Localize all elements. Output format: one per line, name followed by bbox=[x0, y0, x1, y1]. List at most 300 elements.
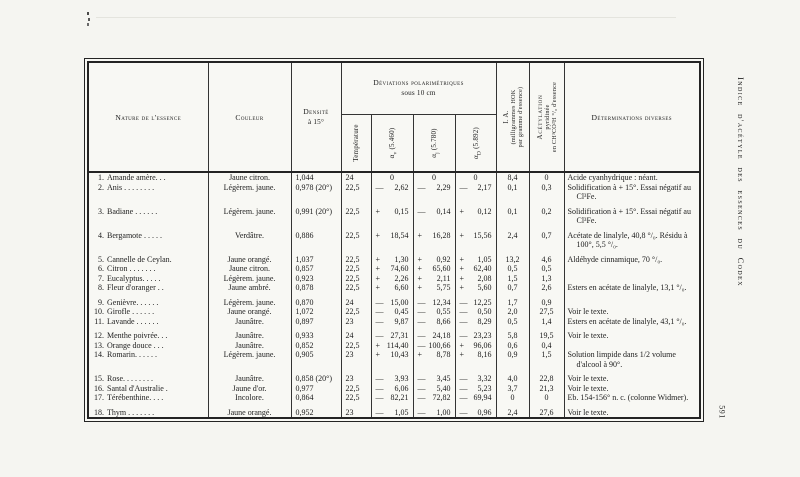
color-value: Jaunâtre. bbox=[208, 326, 291, 341]
sign: + bbox=[459, 273, 465, 283]
alpha-d-value bbox=[455, 384, 496, 394]
alpha-d-value bbox=[455, 350, 496, 369]
row-number: 12. bbox=[94, 331, 104, 340]
row-number: 5. bbox=[98, 254, 104, 264]
essence-label: Térébenthine. . . . bbox=[107, 393, 164, 402]
essence-label: Bergamote . . . . . bbox=[107, 230, 162, 240]
sign: — bbox=[375, 331, 384, 340]
alpha-j-value bbox=[413, 183, 455, 202]
alpha-d-value bbox=[455, 283, 496, 293]
alpha-subscript: D bbox=[475, 150, 482, 155]
table-row bbox=[88, 226, 700, 250]
alpha-v-value bbox=[371, 307, 413, 317]
rotation-value: 18,54 bbox=[390, 230, 409, 240]
rotation-value: 6,06 bbox=[394, 383, 409, 393]
sign: — bbox=[375, 297, 384, 307]
essence-name bbox=[88, 274, 208, 284]
sign: + bbox=[375, 273, 381, 283]
col-header-acetylation-rotated bbox=[536, 64, 558, 170]
sign: + bbox=[375, 206, 381, 216]
sign: — bbox=[417, 316, 426, 326]
col-header-determinations-label: Déterminations diverses bbox=[591, 112, 672, 122]
sign: + bbox=[417, 273, 423, 283]
essence-name bbox=[88, 326, 208, 341]
table-row bbox=[88, 250, 700, 265]
determination-text: Solidification à + 15°. Essai négatif au Cl³Fe. bbox=[567, 182, 691, 201]
acetylation-value: 27,5 bbox=[529, 307, 564, 317]
essence-label: Eucalyptus. . . . . bbox=[107, 273, 161, 283]
sign: — bbox=[375, 316, 384, 326]
determination-text: Voir le texte. bbox=[567, 307, 609, 316]
color-value: Jaunâtre. bbox=[208, 341, 291, 351]
determination-text: Acide cyanhydrique : néant. bbox=[567, 173, 658, 182]
temperature-value: 22,5 bbox=[341, 250, 371, 265]
sign: — bbox=[375, 182, 384, 192]
alpha-symbol: α bbox=[388, 154, 396, 159]
rotation-value: 5,23 bbox=[477, 383, 492, 393]
color-value: Légèrem. jaune. bbox=[208, 202, 291, 226]
row-number: 16. bbox=[94, 383, 104, 393]
sign: — bbox=[375, 393, 384, 402]
col-header-temperature-rotated: Température bbox=[352, 124, 360, 162]
temperature-value: 22,5 bbox=[341, 226, 371, 250]
rotation-value: 0,92 bbox=[436, 254, 451, 264]
acid-index-value: 0,9 bbox=[496, 350, 529, 369]
alpha-v-value bbox=[371, 226, 413, 250]
col-header-alpha-v-rotated bbox=[388, 116, 399, 170]
rotation-value: 96,06 bbox=[473, 340, 492, 350]
rotation-value: 12,34 bbox=[432, 297, 451, 307]
rotation-value: 0,15 bbox=[394, 206, 409, 216]
col-header-determinations bbox=[564, 62, 700, 172]
table-row bbox=[88, 274, 700, 284]
alpha-symbol: α bbox=[471, 154, 480, 159]
rotation-value: 15,00 bbox=[390, 297, 409, 307]
col-header-acid-index bbox=[496, 62, 529, 172]
sign: + bbox=[375, 254, 381, 264]
col-header-alpha-j bbox=[413, 114, 455, 172]
alpha-d-value bbox=[455, 226, 496, 250]
acetylation-sub2: en CH³CO²H °/₀ d'essence bbox=[550, 81, 558, 153]
sign: — bbox=[375, 374, 384, 383]
table-row bbox=[88, 393, 700, 403]
density-value: 0,897 bbox=[291, 317, 341, 327]
rotation-value: 114,40 bbox=[386, 340, 409, 350]
acetylation-value: 0,9 bbox=[529, 293, 564, 308]
acid-index-value: 0,5 bbox=[496, 264, 529, 274]
col-header-deviations-group bbox=[341, 62, 496, 114]
rotation-value: 16,28 bbox=[432, 230, 451, 240]
determination-text: Esters en acétate de linalyle, 13,1 °/₀. bbox=[567, 283, 687, 292]
row-number: 18. bbox=[94, 407, 104, 417]
rotation-value: 5,75 bbox=[436, 283, 451, 292]
sign: — bbox=[417, 407, 426, 417]
alpha-d-value bbox=[455, 293, 496, 308]
essence-label: Citron . . . . . . . bbox=[107, 264, 156, 273]
row-number: 11. bbox=[94, 316, 104, 326]
color-value: Légèrem. jaune. bbox=[208, 274, 291, 284]
determination-text: Eb. 154-156° n. c. (colonne Widmer). bbox=[567, 393, 689, 402]
density-value: 0,991 (20°) bbox=[291, 202, 341, 226]
alpha-j-value bbox=[413, 317, 455, 327]
rotation-value: 24,18 bbox=[432, 331, 451, 340]
acetylation-value: 0,3 bbox=[529, 183, 564, 202]
col-header-alpha-j-rotated bbox=[430, 116, 441, 170]
temperature-value: 22,5 bbox=[341, 307, 371, 317]
acetylation-value: 19,5 bbox=[529, 326, 564, 341]
acetylation-sub1: pyridinée bbox=[543, 104, 551, 130]
alpha-d-value bbox=[455, 393, 496, 403]
color-value: Légèrem. jaune. bbox=[208, 183, 291, 202]
acid-index-value: 0 bbox=[496, 393, 529, 403]
row-number: 10. bbox=[94, 307, 104, 316]
alpha-j-value bbox=[413, 307, 455, 317]
alpha-d-value bbox=[455, 317, 496, 327]
essences-table-frame bbox=[84, 58, 704, 422]
sign: — bbox=[417, 340, 426, 350]
essence-name bbox=[88, 226, 208, 250]
acetylation-value: 1,4 bbox=[529, 317, 564, 327]
acid-index-value: 0,6 bbox=[496, 341, 529, 351]
acid-index-value: 5,8 bbox=[496, 326, 529, 341]
temperature-value: 23 bbox=[341, 403, 371, 419]
col-header-densite-line1: Densité bbox=[303, 107, 329, 116]
color-value: Verdâtre. bbox=[208, 226, 291, 250]
page-number: 591 bbox=[717, 405, 727, 419]
color-value: Jaune orangé. bbox=[208, 250, 291, 265]
table-row bbox=[88, 264, 700, 274]
density-value: 0,952 bbox=[291, 403, 341, 419]
row-number: 15. bbox=[94, 374, 104, 383]
alpha-v-value bbox=[371, 317, 413, 327]
color-value: Jaune d'or. bbox=[208, 384, 291, 394]
determination-text: Esters en acétate de linalyle, 43,1 °/₀. bbox=[567, 316, 687, 326]
color-value: Légèrem. jaune. bbox=[208, 293, 291, 308]
essence-label: Girofle . . . . . . bbox=[107, 307, 155, 316]
col-header-acid-index-rotated bbox=[502, 64, 524, 170]
rotation-value: 3,93 bbox=[394, 374, 409, 383]
sign: — bbox=[417, 206, 426, 216]
alpha-d-value bbox=[455, 403, 496, 419]
table-body bbox=[88, 172, 700, 418]
alpha-j-value bbox=[413, 350, 455, 369]
alpha-j-value bbox=[413, 264, 455, 274]
alpha-j-value bbox=[413, 369, 455, 384]
acetylation-value: 2,6 bbox=[529, 283, 564, 293]
col-header-temperature bbox=[341, 114, 371, 172]
rotation-value: 0,96 bbox=[477, 407, 492, 417]
rotation-value: 1,05 bbox=[394, 407, 409, 417]
sign: — bbox=[417, 297, 426, 307]
essence-label: Fleur d'oranger . . bbox=[107, 283, 164, 292]
acid-index-value: 0,1 bbox=[496, 202, 529, 226]
sign: + bbox=[375, 340, 381, 350]
density-value: 0,886 bbox=[291, 226, 341, 250]
sign: — bbox=[417, 374, 426, 383]
determination-text bbox=[564, 264, 700, 274]
sign: — bbox=[375, 383, 384, 393]
sign: — bbox=[459, 331, 468, 340]
sign: — bbox=[459, 393, 468, 402]
alpha-j-value bbox=[413, 393, 455, 403]
alpha-v-value bbox=[371, 403, 413, 419]
sign: + bbox=[459, 254, 465, 264]
rotation-value: 6,60 bbox=[394, 283, 409, 292]
essence-label: Menthe poivrée. . . bbox=[107, 331, 168, 340]
alpha-v-value bbox=[371, 393, 413, 403]
rotation-value: 74,60 bbox=[390, 264, 409, 273]
rotation-value: 2,11 bbox=[436, 273, 451, 283]
alpha-v-value bbox=[371, 274, 413, 284]
row-number: 9. bbox=[98, 297, 104, 307]
sign: + bbox=[459, 206, 465, 216]
sign: — bbox=[375, 307, 384, 316]
rotation-value: 1,30 bbox=[394, 254, 409, 264]
rotation-value: 23,23 bbox=[473, 331, 492, 340]
row-number: 7. bbox=[98, 273, 104, 283]
acid-index-title: I. A. bbox=[501, 110, 510, 124]
alpha-v-value bbox=[371, 293, 413, 308]
col-header-alpha-d-rotated bbox=[472, 116, 480, 170]
rotation-value: 8,78 bbox=[436, 350, 451, 359]
density-value: 0,923 bbox=[291, 274, 341, 284]
essence-label: Amande amère. . . bbox=[107, 173, 166, 182]
alpha-v-value bbox=[371, 350, 413, 369]
alpha-j-value bbox=[413, 384, 455, 394]
sign: + bbox=[459, 283, 465, 292]
sign: — bbox=[459, 383, 468, 393]
alpha-j-value: 0 bbox=[413, 172, 455, 183]
acid-index-value: 1,5 bbox=[496, 274, 529, 284]
sign: + bbox=[417, 264, 423, 273]
sign: — bbox=[417, 182, 426, 192]
sign: + bbox=[459, 264, 465, 273]
alpha-d-value bbox=[455, 183, 496, 202]
determination-text bbox=[564, 274, 700, 284]
essence-name bbox=[88, 384, 208, 394]
essence-name bbox=[88, 317, 208, 327]
rotation-value: 69,94 bbox=[473, 393, 492, 402]
essence-label: Lavande . . . . . . bbox=[107, 316, 159, 326]
rotation-value: 1,05 bbox=[477, 254, 492, 264]
essence-label: Thym . . . . . . . bbox=[107, 407, 155, 417]
sign: — bbox=[459, 316, 468, 326]
essence-name bbox=[88, 283, 208, 293]
acid-index-value: 0,5 bbox=[496, 317, 529, 327]
row-number: 4. bbox=[98, 230, 104, 240]
temperature-value: 22,5 bbox=[341, 283, 371, 293]
density-value: 0,864 bbox=[291, 393, 341, 403]
rotation-value: 2,29 bbox=[436, 182, 451, 192]
alpha-d-value bbox=[455, 369, 496, 384]
temperature-value: 22,5 bbox=[341, 202, 371, 226]
rotation-value: 5,40 bbox=[436, 383, 451, 393]
acetylation-value: 0 bbox=[529, 172, 564, 183]
essence-label: Badiane . . . . . . bbox=[107, 206, 158, 216]
alpha-j-value bbox=[413, 202, 455, 226]
rotation-value: 15,56 bbox=[473, 230, 492, 240]
rotation-value: 8,16 bbox=[477, 350, 492, 359]
density-value: 0,857 bbox=[291, 264, 341, 274]
acetylation-value: 0,2 bbox=[529, 202, 564, 226]
essence-label: Santal d'Australie . bbox=[107, 383, 168, 393]
color-value: Jaune citron. bbox=[208, 172, 291, 183]
alpha-j-value bbox=[413, 226, 455, 250]
color-value: Jaune orangé. bbox=[208, 307, 291, 317]
acid-index-value: 0,1 bbox=[496, 183, 529, 202]
table-row bbox=[88, 369, 700, 384]
acid-index-value: 2,4 bbox=[496, 226, 529, 250]
rotation-value: 3,32 bbox=[477, 374, 492, 383]
alpha-d-value bbox=[455, 274, 496, 284]
acid-index-value: 2,4 bbox=[496, 403, 529, 419]
essence-name bbox=[88, 341, 208, 351]
rotation-value: 3,45 bbox=[436, 374, 451, 383]
determination-text: Voir le texte. bbox=[567, 331, 609, 340]
row-number: 8. bbox=[98, 283, 104, 292]
determination-text: Voir le texte. bbox=[567, 407, 609, 417]
sign: — bbox=[417, 383, 426, 393]
temperature-value: 24 bbox=[341, 326, 371, 341]
table-row bbox=[88, 202, 700, 226]
sign: + bbox=[417, 350, 423, 359]
temperature-value: 22,5 bbox=[341, 183, 371, 202]
alpha-d-value bbox=[455, 307, 496, 317]
essence-name bbox=[88, 264, 208, 274]
temperature-value: 23 bbox=[341, 369, 371, 384]
rotation-value: 8,66 bbox=[436, 316, 451, 326]
acid-index-value: 4,0 bbox=[496, 369, 529, 384]
density-value: 0,977 bbox=[291, 384, 341, 394]
rotation-value: 2,08 bbox=[477, 273, 492, 283]
sign: — bbox=[459, 297, 468, 307]
acid-index-value: 3,7 bbox=[496, 384, 529, 394]
acetylation-value: 1,5 bbox=[529, 350, 564, 369]
essence-name bbox=[88, 393, 208, 403]
alpha-v-value bbox=[371, 326, 413, 341]
col-header-couleur bbox=[208, 62, 291, 172]
acetylation-value: 0,4 bbox=[529, 341, 564, 351]
rotation-value: 2,62 bbox=[394, 182, 409, 192]
rotation-value: 65,60 bbox=[432, 264, 451, 273]
rotation-value: 0,50 bbox=[477, 307, 492, 316]
sign: + bbox=[417, 230, 423, 240]
alpha-j-value bbox=[413, 403, 455, 419]
table-row bbox=[88, 293, 700, 308]
acid-index-sub1: (milligrammes HOK bbox=[509, 89, 517, 145]
alpha-d-value bbox=[455, 202, 496, 226]
table-row bbox=[88, 341, 700, 351]
essence-label: Rose. . . . . . . . bbox=[107, 374, 153, 383]
acetylation-value: 21,3 bbox=[529, 384, 564, 394]
acetylation-value: 0,5 bbox=[529, 264, 564, 274]
essence-label: Orange douce . . . bbox=[107, 340, 164, 350]
temperature-value: 22,5 bbox=[341, 341, 371, 351]
temperature-value: 22,5 bbox=[341, 384, 371, 394]
alpha-j-value bbox=[413, 274, 455, 284]
sign: — bbox=[459, 374, 468, 383]
temperature-value: 22,5 bbox=[341, 264, 371, 274]
acetylation-value: 22,8 bbox=[529, 369, 564, 384]
color-value: Jaunâtre. bbox=[208, 369, 291, 384]
margin-title: Indice d'acétyle des essences du Codex bbox=[736, 77, 746, 287]
col-header-deviations-line1: Déviations polarimétriques bbox=[373, 78, 464, 88]
essence-name bbox=[88, 307, 208, 317]
sign: — bbox=[417, 331, 426, 340]
determination-text bbox=[564, 341, 700, 351]
sign: + bbox=[459, 230, 465, 240]
temperature-value: 23 bbox=[341, 317, 371, 327]
rotation-value: 12,25 bbox=[473, 297, 492, 307]
acid-index-value: 8,4 bbox=[496, 172, 529, 183]
row-number: 14. bbox=[94, 350, 104, 359]
col-header-acetylation bbox=[529, 62, 564, 172]
rotation-value: 0,55 bbox=[436, 307, 451, 316]
rotation-value: 8,29 bbox=[477, 316, 492, 326]
rotation-value: 27,31 bbox=[390, 331, 409, 340]
alpha-d-value bbox=[455, 341, 496, 351]
acetylation-value: 0,7 bbox=[529, 226, 564, 250]
alpha-v-value bbox=[371, 283, 413, 293]
essence-label: Romarin. . . . . . bbox=[107, 350, 157, 359]
acetylation-value: 1,3 bbox=[529, 274, 564, 284]
color-value: Jaune ambré. bbox=[208, 283, 291, 293]
row-number: 6. bbox=[98, 264, 104, 273]
determination-text: Voir le texte. bbox=[567, 374, 609, 383]
alpha-v-value bbox=[371, 384, 413, 394]
density-value: 1,072 bbox=[291, 307, 341, 317]
sign: + bbox=[417, 254, 423, 264]
temperature-value: 22,5 bbox=[341, 393, 371, 403]
table-header bbox=[88, 62, 700, 172]
alpha-j-value bbox=[413, 283, 455, 293]
rotation-value: 82,21 bbox=[390, 393, 409, 402]
essence-name bbox=[88, 350, 208, 369]
alpha-v-value bbox=[371, 250, 413, 265]
alpha-v-value: 0 bbox=[371, 172, 413, 183]
determination-text: Aldéhyde cinnamique, 70 °/₀. bbox=[567, 254, 663, 264]
rotation-value: 10,43 bbox=[390, 350, 409, 359]
sign: — bbox=[459, 307, 468, 316]
alpha-v-value bbox=[371, 183, 413, 202]
alpha-d-value bbox=[455, 250, 496, 265]
essence-name bbox=[88, 250, 208, 265]
rotation-value: 0,12 bbox=[477, 206, 492, 216]
color-value: Jaune citron. bbox=[208, 264, 291, 274]
essence-name bbox=[88, 202, 208, 226]
table-row bbox=[88, 307, 700, 317]
sign: + bbox=[459, 340, 465, 350]
col-header-alpha-v bbox=[371, 114, 413, 172]
density-value: 0,870 bbox=[291, 293, 341, 308]
alpha-j-value bbox=[413, 326, 455, 341]
determination-text bbox=[564, 293, 700, 308]
col-header-deviations-line2: sous 10 cm bbox=[401, 89, 436, 98]
sign: + bbox=[375, 350, 381, 359]
determination-text: Solidification à + 15°. Essai négatif au Cl³Fe. bbox=[567, 206, 691, 225]
essence-name bbox=[88, 403, 208, 419]
row-number: 13. bbox=[94, 340, 104, 350]
alpha-symbol: α bbox=[430, 153, 438, 158]
density-value: 0,933 bbox=[291, 326, 341, 341]
alpha-j-value bbox=[413, 293, 455, 308]
table-row bbox=[88, 350, 700, 369]
table-row bbox=[88, 384, 700, 394]
alpha-v-value bbox=[371, 264, 413, 274]
wavelength: (5.892) bbox=[471, 126, 480, 149]
density-value: 0,858 (20°) bbox=[291, 369, 341, 384]
rotation-value: 100,66 bbox=[428, 340, 451, 350]
